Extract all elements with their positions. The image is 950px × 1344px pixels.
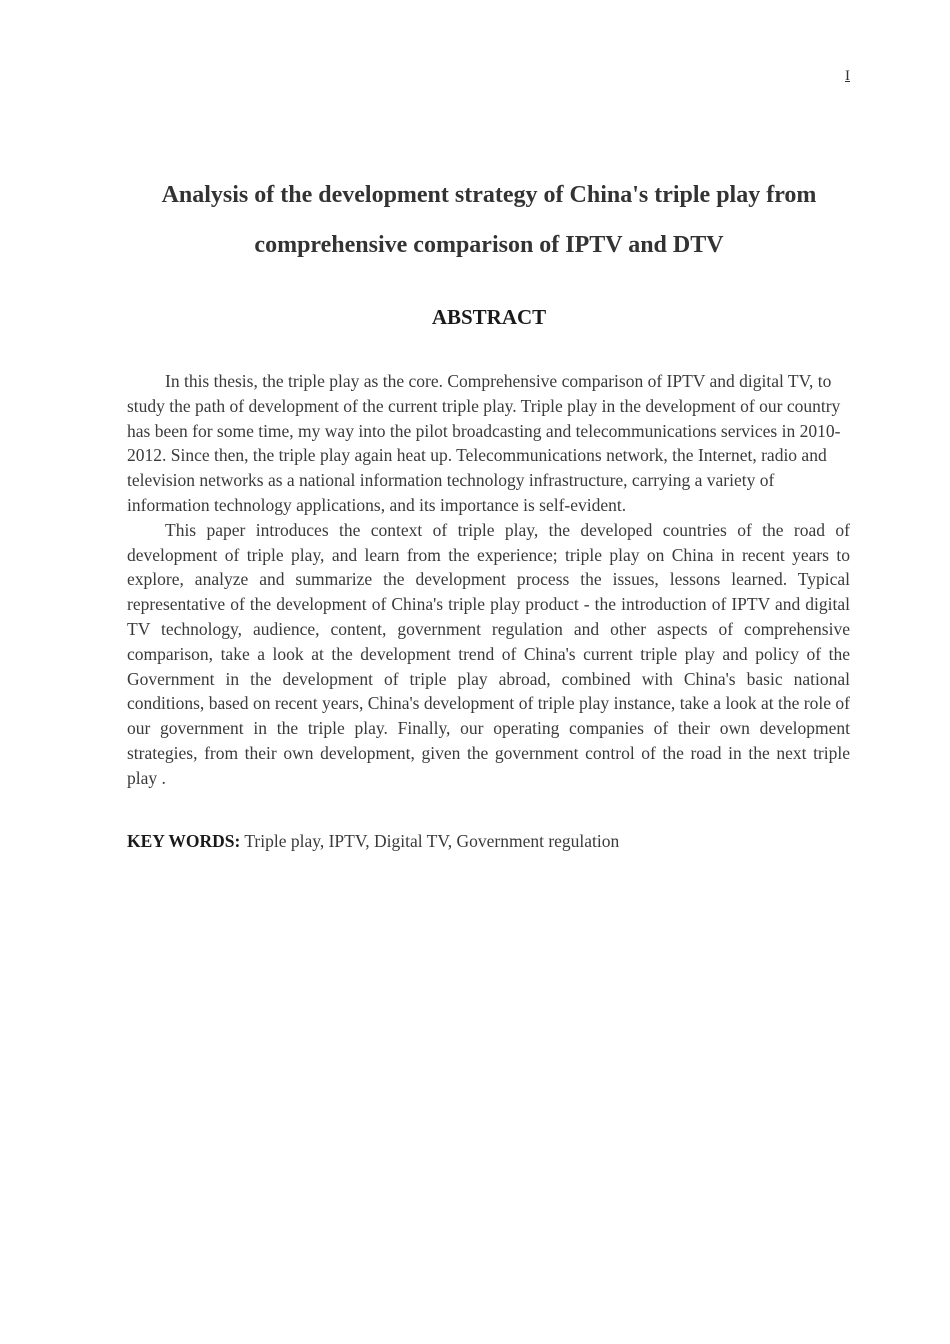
document-title: Analysis of the development strategy of China's triple play from comprehensive comparison of IPTV and DTV: [161, 182, 817, 258]
keywords-value: Triple play, IPTV, Digital TV, Government regulation: [244, 831, 620, 851]
page-number: I: [845, 68, 850, 84]
abstract-body: [127, 369, 850, 791]
keywords-label: KEY WORDS:: [127, 831, 241, 851]
abstract-heading: ABSTRACT: [431, 305, 547, 329]
keywords-line: [127, 829, 850, 853]
abstract-paragraph-1: In this thesis, the triple play as the core. Comprehensive comparison of IPTV and digital TV, to study the path of development of the current triple play. Triple play in the development of our country has been for some time, my way into the pilot broadcasting and telecommunications services in 2010-2012. Since then, the triple play again heat up. Telecommunications network, the Internet, radio and television networks as a national information technology infrastructure, carrying a variety of information technology applications, and its importance is self-evident.: [127, 371, 841, 515]
abstract-paragraph-2: This paper introduces the context of triple play, the developed countries of the road of development of triple play, and learn from the experience; triple play on China in recent years to explore, analyze and summarize the development process the issues, lessons learned. Typical representative of the development of China's triple play product - the introduction of IPTV and digital TV technology, audience, content, government regulation and other aspects of comprehensive comparison, take a look at the development trend of China's current triple play and policy of the Government in the development of triple play abroad, combined with China's basic national conditions, based on recent years, China's development of triple play instance, take a look at the role of our government in the triple play. Finally, our operating companies of their own development strategies, from their own development, given the government control of the road in the next triple play .: [127, 519, 850, 788]
